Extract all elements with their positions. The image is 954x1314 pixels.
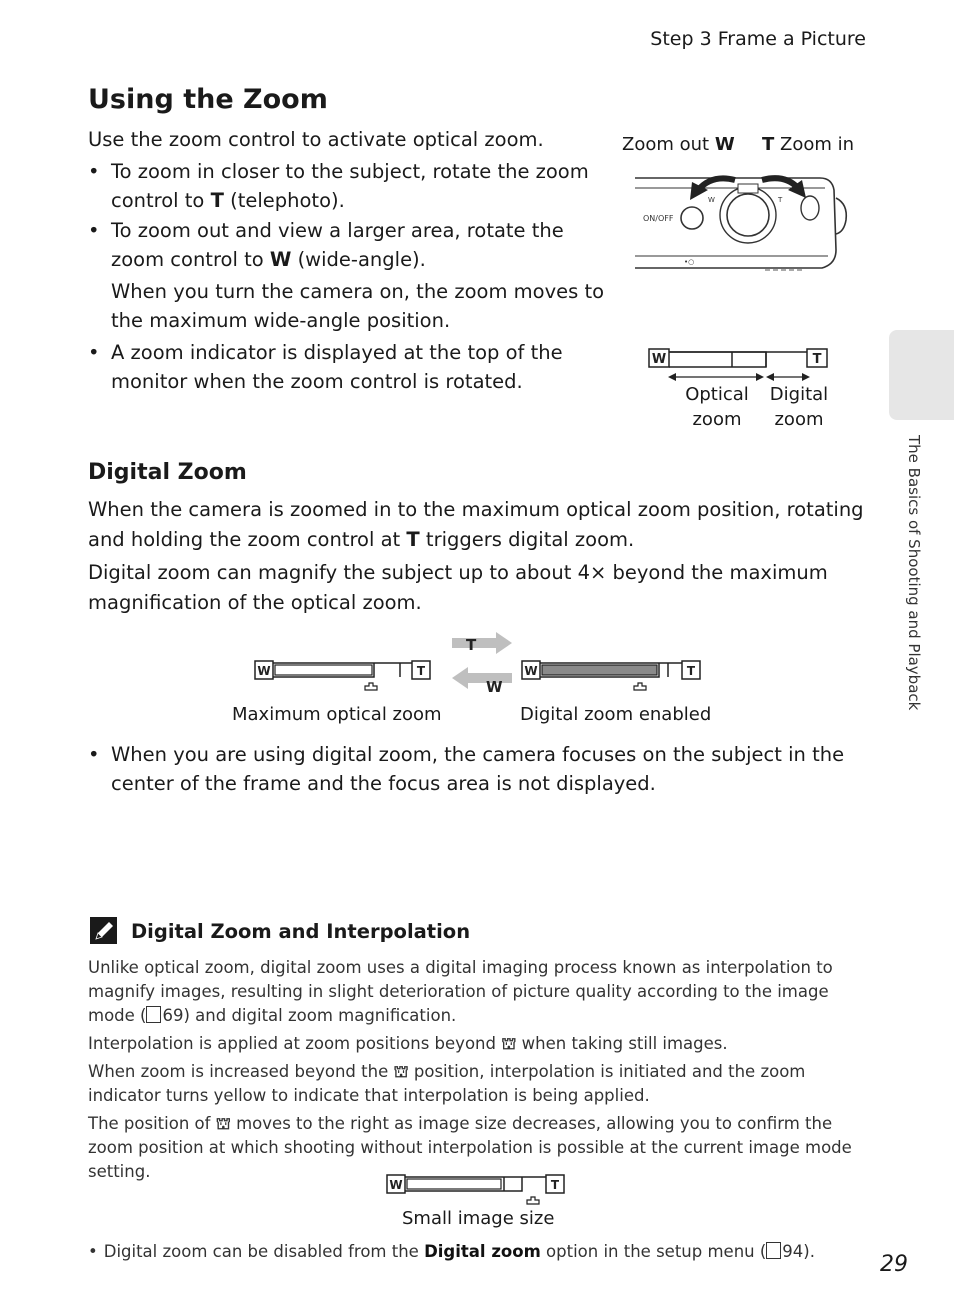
bullet-text-end: (wide-angle). [291,248,426,271]
page-title: Using the Zoom [88,84,328,115]
max-optical-zoom-label: Maximum optical zoom [232,704,442,725]
bullet-item [88,157,608,215]
digital-zoom-heading: Digital Zoom [88,460,247,485]
zoom-indicator-diagram [648,346,830,386]
svg-text:W: W [524,664,538,678]
digital-zoom-enabled-label: Digital zoom enabled [520,704,712,725]
bullet-item [88,740,848,798]
bullet-dot: • [88,341,100,364]
bullet-dot: • [88,219,100,242]
note-para1: Unlike optical zoom, digital zoom uses a digital imaging process known as interpolation to magnify images, resulting in slight deterioration of picture quality according to the image mode ( 69) and digital zoom magnification. [88,958,833,1025]
digital-zoom-label: Digital zoom [769,384,829,430]
t-glyph: T [762,134,775,155]
small-image-size-indicator [386,1172,568,1208]
page-ref[interactable]: 94 [782,1242,804,1261]
telephoto-glyph: T [210,189,224,212]
setup-option-name: Digital zoom [424,1242,541,1261]
note-para3: When zoom is increased beyond the ⛫ position, interpolation is initiated and the zoom indicator turns yellow to indicate that interpolation is being applied. [88,1062,806,1105]
digital-zoom-diagram [254,630,714,700]
small-image-size-label: Small image size [402,1208,555,1229]
arrow-t-glyph: T [466,636,477,654]
bullet-text: To zoom out and view a larger area, rotate the zoom control to [111,219,564,271]
chapter-tab [889,330,954,420]
optical-zoom-label: Optical zoom [685,384,749,430]
bullet-dot: • [88,1242,98,1261]
bullet-text: To zoom in closer to the subject, rotate the zoom control to [111,160,589,212]
note-title: Digital Zoom and Interpolation [131,920,471,943]
bullet-text-end: (telephoto). [223,189,345,212]
arrow-w-glyph: W [486,678,503,696]
bullet-dot: • [88,743,100,766]
note-pencil-icon [89,916,119,946]
svg-text:T: T [550,1178,560,1192]
svg-text:W: W [257,664,271,678]
svg-text:W: W [708,196,715,204]
indicator-t: T [812,352,822,367]
book-ref-icon [766,1242,781,1259]
zoom-in-label: T Zoom in [762,134,855,155]
bullet-text: A zoom indicator is displayed at the top of the monitor when the zoom control is rotated. [111,341,563,393]
zoom-out-label: Zoom out W [622,134,735,155]
page-header: Step 3 Frame a Picture [650,28,866,50]
svg-text:T: T [686,664,696,678]
indicator-w: W [651,352,667,367]
book-ref-icon [146,1006,161,1023]
w-glyph: W [714,134,735,155]
bullet-item [88,216,608,274]
svg-text:ON/OFF: ON/OFF [643,214,674,223]
note-bullet: • Digital zoom can be disabled from the Digital zoom option in the setup menu ( 94). [88,1242,815,1261]
bullet-item [88,338,608,396]
note-para2: Interpolation is applied at zoom positions beyond ⛫ when taking still images. [88,1032,868,1056]
page-ref[interactable]: 69 [162,1006,184,1025]
bullet-dot: • [88,160,100,183]
intro-text: Use the zoom control to activate optical zoom. [88,128,544,151]
image-size-marker-icon: ⛫ [393,1062,409,1081]
note-para4: The position of ⛫ moves to the right as image size decreases, allowing you to confirm the zoom position at which shooting without interpolation is possible at the current image mode setting. [88,1114,852,1181]
svg-text:W: W [389,1178,403,1192]
bullet-continuation: When you turn the camera on, the zoom moves to the maximum wide-angle position. [111,280,605,332]
digital-zoom-para1: When the camera is zoomed in to the maximum optical zoom position, rotating and holding the zoom control at T triggers digital zoom. [88,498,864,551]
digital-zoom-para2: Digital zoom can magnify the subject up to about 4× beyond the maximum magnification of the optical zoom. [88,561,828,614]
camera-top-illustration [630,160,855,275]
svg-text:T: T [778,196,783,204]
image-size-marker-icon: ⛫ [501,1034,517,1053]
image-size-marker-icon: ⛫ [215,1114,231,1133]
svg-text:T: T [416,664,426,678]
bullet-text: When you are using digital zoom, the camera focuses on the subject in the center of the frame and the focus area is not displayed. [111,743,845,795]
wide-angle-glyph: W [269,248,292,271]
svg-text:•○: •○ [684,258,695,266]
chapter-tab-label: The Basics of Shooting and Playback [905,435,923,711]
telephoto-glyph: T [406,528,420,551]
page-number: 29 [880,1252,908,1277]
